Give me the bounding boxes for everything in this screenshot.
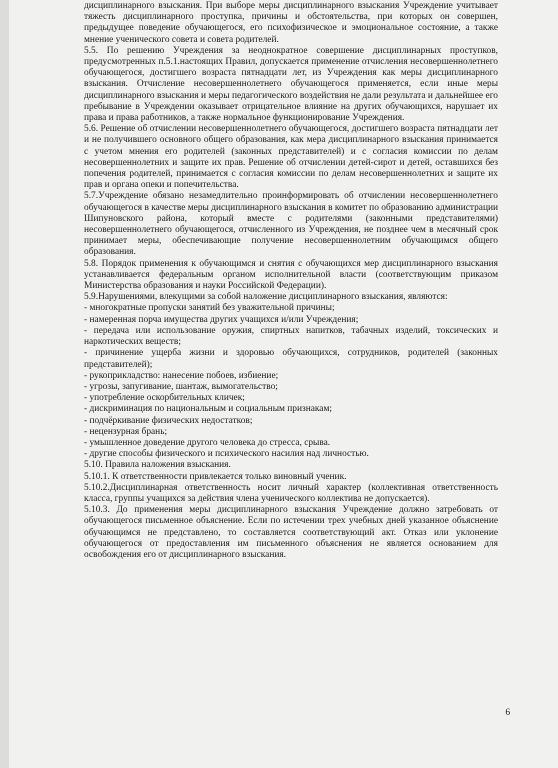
paragraph-5-10-3: 5.10.3. До применения меры дисциплинарного взыскания Учреждение должно затребовать от обучающегося письменное объяснение. Если по истечении трех учебных дней указанное объяснение обучающимся не представлено, то составляется соответствующий акт. Отказ или уклонение обучающегося от предоставления им письменного объяснения не является основанием для освобождения его от дисциплинарного взыскания. [84, 505, 498, 560]
paragraph-5-10-1: 5.10.1. К ответственности привлекается только виновный ученик. [84, 471, 347, 482]
list-item: - угрозы, запугивание, шантаж, вымогательство; [84, 381, 278, 392]
list-item: - передача или использование оружия, спиртных напитков, табачных изделий, токсических и наркотических веществ; [84, 325, 498, 348]
list-item: - дискриминация по национальным и социальным признакам; [84, 404, 332, 415]
paragraph-5-4-continuation: дисциплинарного взыскания. При выборе меры дисциплинарного взыскания Учреждение учитывает тяжесть дисциплинарного проступка, причины и обстоятельства, при которых он совершен, предыдущее поведение обучающегося, его психофизическое и эмоциональное состояние, а также мнение ученического совета и совета родителей. [84, 1, 498, 45]
list-item: - нецензурная брань; [84, 426, 168, 437]
list-item: - многократные пропуски занятий без уважительной причины; [84, 303, 335, 314]
paragraph-5-10: 5.10. Правила наложения взыскания. [84, 460, 231, 471]
paragraph-5-9: 5.9.Нарушениями, влекущими за собой наложение дисциплинарного взыскания, являются: [84, 292, 448, 303]
paragraph-5-6: 5.6. Решение об отчислении несовершеннолетнего обучающегося, достигшего возраста пятнадцати лет и не получившего основного общего образования, как мера дисциплинарного взыскания принимается с учетом мнения его родителей (законных представителей) и с согласия комиссии по делам несовершеннолетних и защите их прав. Решение об отчислении детей-сирот и детей, оставшихся без попечения родителей, принимается с согласия комиссии по делам несовершеннолетних и защите их прав и органа опеки и попечительства. [84, 124, 498, 191]
page-number: 6 [505, 708, 510, 718]
list-item: - причинение ущерба жизни и здоровью обучающихся, сотрудников, родителей (законных представителей); [84, 348, 498, 370]
list-item: - намеренная порча имущества других учащихся и/или Учреждения; [84, 314, 359, 325]
paragraph-5-5: 5.5. По решению Учреждения за неоднократное совершение дисциплинарных проступков, предусмотренных п.5.1.настоящих Правил, допускается применение отчисления несовершеннолетнего обучающегося, достигшего возраста пятнадцати лет, из Учреждения как меры дисциплинарного взыскания. Отчисление несовершеннолетнего обучающегося применяется, если иные меры дисциплинарного взыскания и меры педагогического воздействия не дали результата и дальнейшее его пребывание в Учреждении оказывает отрицательное влияние на других обучающихся, нарушает их права и права работников, а также нормальное функционирование Учреждения. [84, 45, 498, 124]
list-item: - рукоприкладство: нанесение побоев, избиение; [84, 370, 279, 381]
list-item: - другие способы физического и психического насилия над личностью. [84, 449, 369, 460]
list-item: - подчёркивание физических недостатков; [84, 415, 253, 426]
paragraph-5-8: 5.8. Порядок применения к обучающимся и снятия с обучающихся мер дисциплинарного взыскания устанавливается федеральным органом исполнительной власти (соответствующим приказом Министерства образования и науки Российской Федерации). [84, 258, 498, 292]
paragraph-5-10-2: 5.10.2.Дисциплинарная ответственность носит личный характер (коллективная ответственность класса, группы учащихся за действия члена ученического коллектива не допускается). [84, 482, 498, 504]
list-item: - употребление оскорбительных кличек; [84, 393, 245, 404]
list-item: - умышленное доведение другого человека до стресса, срыва. [84, 437, 331, 448]
paragraph-5-7: 5.7.Учреждение обязано незамедлительно проинформировать об отчислении несовершеннолетнего обучающегося в качестве меры дисциплинарного взыскания в комитет по образованию администрации Шипуновского района, который вместе с родителями (законными представителями) несовершеннолетнего обучающегося, отчисленного из Учреждения, не позднее чем в месячный срок принимает меры, обеспечивающие получение несовершеннолетним обучающимся общего образования. [84, 191, 498, 258]
